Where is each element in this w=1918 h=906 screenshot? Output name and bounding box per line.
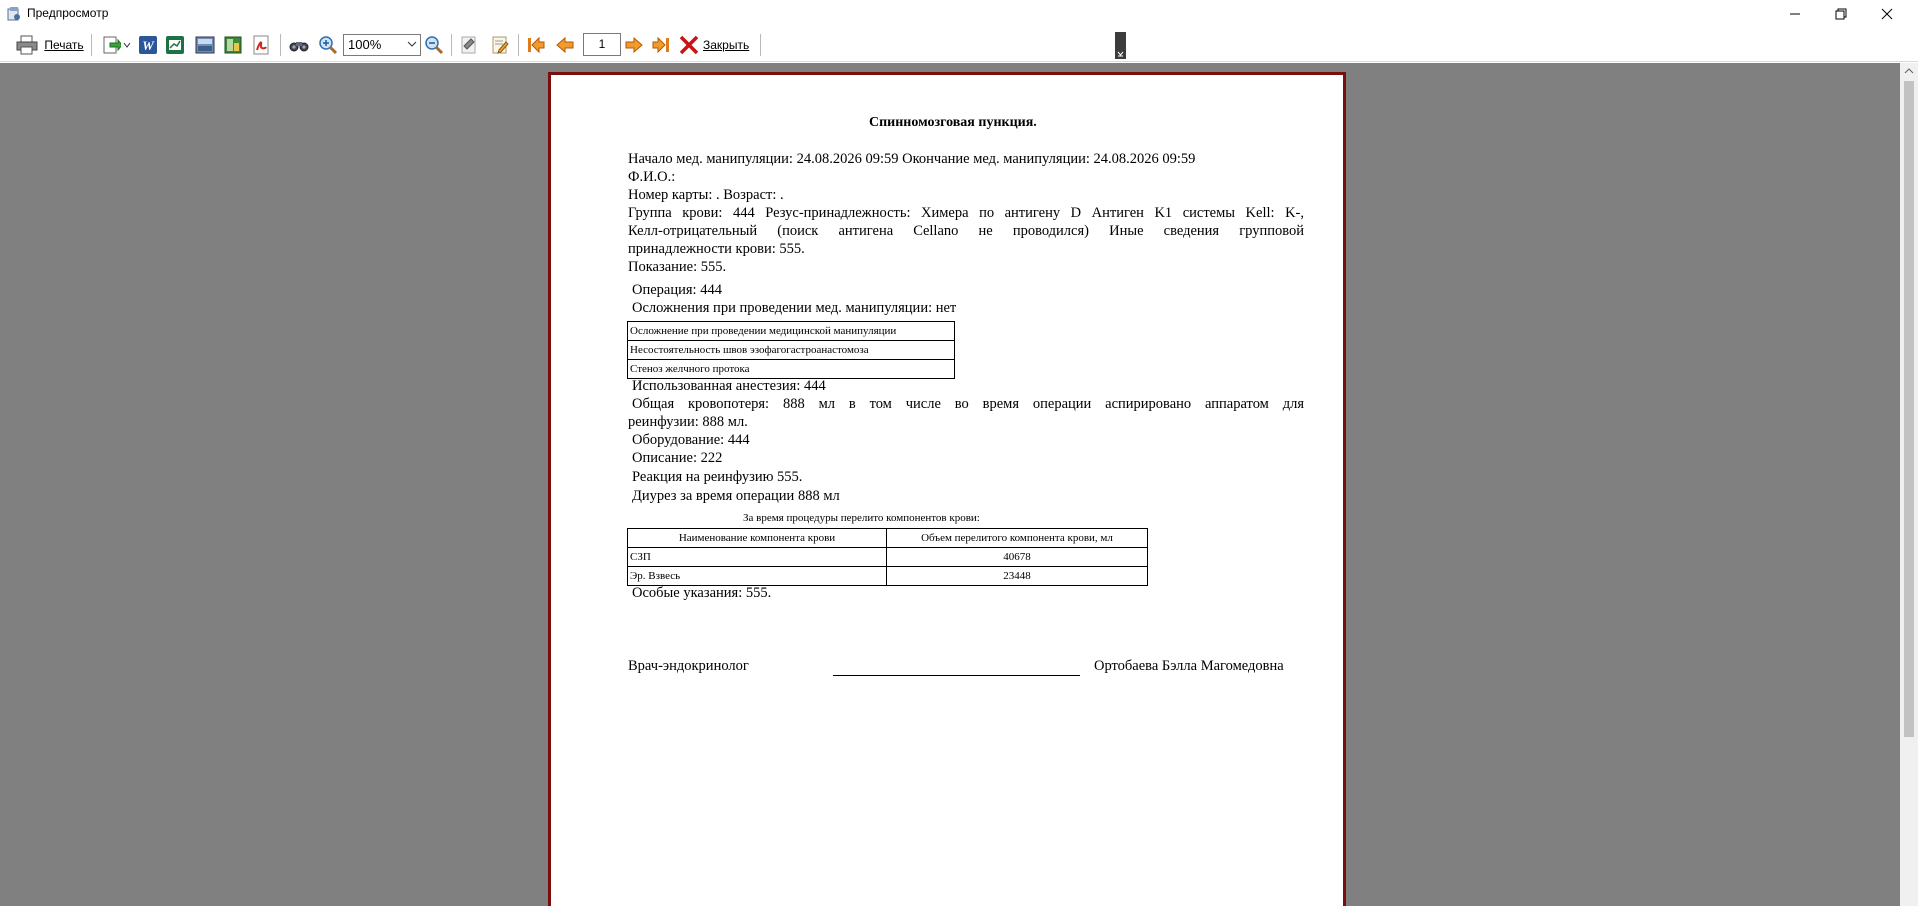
table-row (628, 567, 1148, 586)
pdf-icon (251, 35, 271, 55)
complications-table (627, 321, 955, 379)
minimize-button[interactable] (1772, 0, 1818, 28)
image-icon (195, 35, 215, 55)
export-word-button[interactable] (136, 33, 160, 57)
manipulation-times: Начало мед. манипуляции: 24.08.2026 09:59 Окончание мед. манипуляции: 24.08.2026 09:59 (628, 151, 1196, 167)
component-volume: 23448 (887, 567, 1148, 586)
restore-button[interactable] (1818, 0, 1864, 28)
zoom-out-icon (424, 35, 444, 55)
component-name: СЗП (628, 548, 887, 567)
equipment: Оборудование: 444 (632, 432, 750, 448)
blood-group-line-2: Келл-отрицательный (поиск антигена Cellano не проводился) Иные сведения групповой (628, 223, 1304, 239)
first-page-icon (526, 35, 546, 55)
export-excel-button[interactable] (163, 33, 187, 57)
binoculars-icon (288, 35, 310, 55)
html-export-icon (223, 35, 243, 55)
page-number-input[interactable]: 1 (583, 33, 621, 56)
signature-line (833, 675, 1080, 676)
component-name: Эр. Взвесь (628, 567, 887, 586)
export-icon (101, 35, 121, 55)
grip-icon (1115, 32, 1126, 59)
first-page-button[interactable] (524, 33, 548, 57)
zoom-in-icon (318, 35, 338, 55)
export-image-button[interactable] (193, 33, 217, 57)
title-bar (0, 0, 1918, 28)
column-header-volume: Объем перелитого компонента крови, мл (887, 529, 1148, 548)
table-row: Несостоятельность швов эзофагогастроанастомоза (628, 341, 955, 360)
chevron-down-icon (407, 39, 417, 49)
component-volume: 40678 (887, 548, 1148, 567)
close-label: Закрыть (703, 38, 750, 52)
blood-group-line-1: Группа крови: 444 Резус-принадлежность: Химера по антигену D Антиген K1 системы Kell: K-, (628, 205, 1304, 221)
app-icon (6, 6, 22, 22)
chevron-down-icon (123, 41, 131, 49)
excel-icon (165, 35, 185, 55)
minimize-icon (1789, 8, 1801, 20)
complications: Осложнения при проведении мед. манипуляции: нет (632, 300, 957, 316)
close-icon (1881, 8, 1893, 20)
last-page-button[interactable] (649, 33, 673, 57)
wrench-icon (459, 35, 479, 55)
operation: Операция: 444 (632, 282, 722, 298)
page-setup-button[interactable] (457, 33, 481, 57)
zoom-out-button[interactable] (422, 33, 446, 57)
diuresis: Диурез за время операции 888 мл (632, 488, 840, 504)
window-title: Предпросмотр (27, 6, 109, 20)
card-number-age: Номер карты: . Возраст: . (628, 187, 784, 203)
doctor-role: Врач-эндокринолог (628, 658, 749, 674)
previous-page-button[interactable] (553, 33, 577, 57)
document-title: Спинномозговая пункция. (869, 115, 1037, 130)
transfusion-table (627, 528, 1148, 586)
arrow-right-icon (624, 35, 644, 55)
doctor-name: Ортобаева Бэлла Магомедовна (1094, 658, 1284, 674)
patient-name: Ф.И.О.: (628, 169, 676, 185)
arrow-left-icon (555, 35, 575, 55)
blood-group-line-3: принадлежности крови: 555. (628, 241, 805, 257)
description: Описание: 222 (632, 450, 723, 466)
vertical-scrollbar[interactable] (1900, 63, 1918, 906)
transfusion-caption: За время процедуры перелито компонентов крови: (743, 512, 980, 524)
export-dropdown-button[interactable] (98, 33, 134, 57)
close-window-button[interactable] (1864, 0, 1910, 28)
special-instructions: Особые указания: 555. (632, 585, 772, 601)
scroll-up-icon[interactable] (1904, 67, 1914, 75)
find-button[interactable] (286, 33, 312, 57)
reinfusion-reaction: Реакция на реинфузию 555. (632, 469, 803, 485)
zoom-in-button[interactable] (316, 33, 340, 57)
last-page-icon (651, 35, 671, 55)
export-pdf-button[interactable] (249, 33, 273, 57)
print-button[interactable] (14, 33, 86, 57)
indication: Показание: 555. (628, 259, 727, 275)
zoom-value: 100% (348, 37, 382, 52)
print-label: Печать (44, 38, 84, 52)
edit-icon (490, 35, 510, 55)
svg-text:W: W (142, 38, 154, 53)
toolbar (0, 28, 1918, 62)
export-html-button[interactable] (221, 33, 245, 57)
edit-button[interactable] (488, 33, 512, 57)
zoom-select[interactable] (343, 34, 421, 56)
table-row: Стеноз желчного протока (628, 360, 955, 379)
next-page-button[interactable] (622, 33, 646, 57)
anesthesia: Использованная анестезия: 444 (632, 378, 826, 394)
close-icon (678, 34, 700, 56)
restore-icon (1835, 8, 1847, 20)
printer-icon (16, 35, 38, 55)
word-icon (138, 35, 158, 55)
table-row (628, 548, 1148, 567)
close-preview-button[interactable] (678, 33, 758, 57)
blood-loss-line-1: Общая кровопотеря: 888 мл в том числе во время операции аспирировано аппаратом для (632, 396, 1304, 412)
scrollbar-thumb[interactable] (1904, 81, 1914, 737)
column-header-component: Наименование компонента крови (628, 529, 887, 548)
toolbar-grip[interactable] (1115, 32, 1126, 59)
complications-table-header: Осложнение при проведении медицинской манипуляции (628, 322, 955, 341)
blood-loss-line-2: реинфузии: 888 мл. (628, 414, 748, 430)
